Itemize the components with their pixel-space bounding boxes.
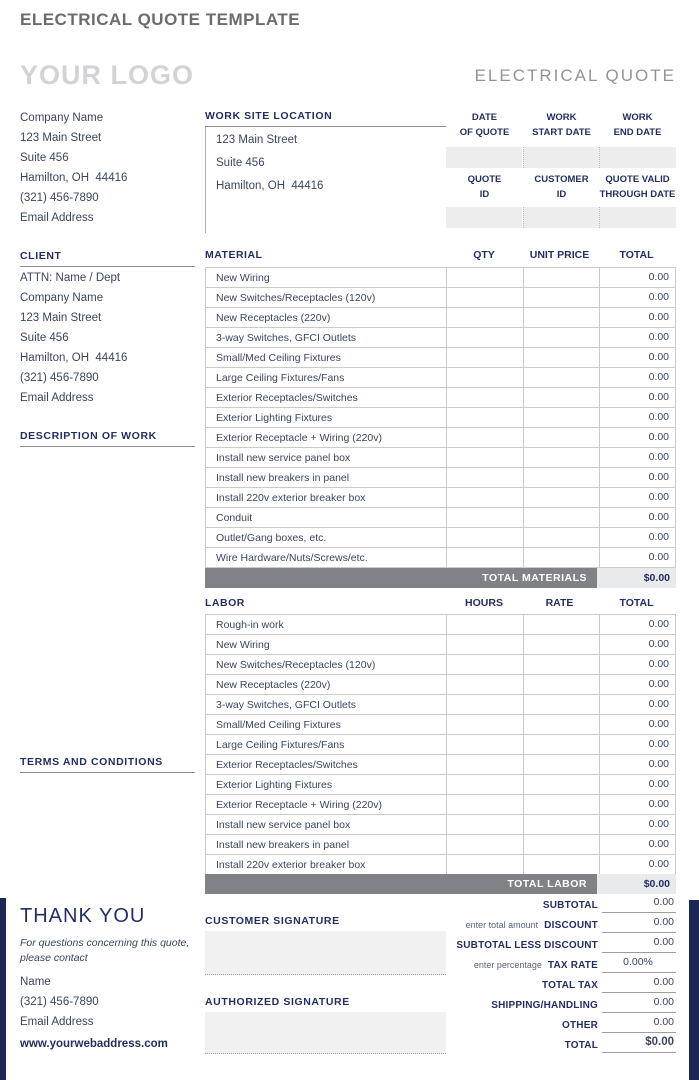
- qty-cell[interactable]: [446, 548, 523, 567]
- labor-total-cell: 0.00: [599, 635, 675, 654]
- labor-item-cell[interactable]: New Wiring: [216, 638, 270, 651]
- discount-label-group: [440, 915, 598, 933]
- material-row: [205, 508, 676, 528]
- subtotal-less-discount-value: 0.00: [602, 935, 676, 953]
- labor-total-cell: 0.00: [599, 735, 675, 754]
- other-label: OTHER: [562, 1020, 598, 1031]
- hours-cell[interactable]: [446, 675, 523, 694]
- client-line: 123 Main Street: [20, 312, 102, 324]
- labor-row: [205, 795, 676, 815]
- customer-id-label-line1: CUSTOMER: [534, 174, 589, 185]
- unit_price-cell[interactable]: [523, 308, 599, 327]
- labor-item-cell[interactable]: Large Ceiling Fixtures/Fans: [216, 738, 345, 751]
- material-row: [205, 428, 676, 448]
- total-materials-row: [205, 568, 676, 588]
- client-line: (321) 456-7890: [20, 372, 99, 384]
- right-accent-bar: [689, 900, 699, 1080]
- tax-rate-hint: enter percentage: [473, 960, 542, 970]
- other-label-group: [440, 1015, 598, 1033]
- total-tax-label: TOTAL TAX: [541, 980, 598, 991]
- material-total-cell: 0.00: [599, 348, 675, 367]
- labor-item-cell[interactable]: Install 220v exterior breaker box: [216, 858, 366, 871]
- material-total-cell: 0.00: [599, 288, 675, 307]
- labor-item-cell[interactable]: Exterior Lighting Fixtures: [216, 778, 333, 791]
- rate-column-header: RATE: [545, 597, 574, 609]
- quote-id-label: [446, 172, 523, 202]
- unit_price-cell[interactable]: [523, 368, 599, 387]
- material-row: [205, 368, 676, 388]
- labor-row: [205, 715, 676, 735]
- material-item-cell[interactable]: Large Ceiling Fixtures/Fans: [216, 371, 345, 384]
- shipping-handling-value[interactable]: 0.00: [602, 995, 676, 1013]
- date-of-quote-cell[interactable]: [446, 147, 522, 168]
- labor-total-cell: 0.00: [599, 715, 675, 734]
- rate-cell[interactable]: [523, 815, 599, 834]
- labor-total-cell: 0.00: [599, 835, 675, 854]
- labor-total-cell: 0.00: [599, 795, 675, 814]
- material-item-cell[interactable]: New Receptacles (220v): [216, 311, 331, 324]
- description-of-work-area[interactable]: [20, 450, 195, 750]
- material-row: [205, 488, 676, 508]
- material-total-cell: 0.00: [599, 488, 675, 507]
- unit_price-cell[interactable]: [523, 468, 599, 487]
- material-item-cell[interactable]: Exterior Receptacle + Wiring (220v): [216, 431, 383, 444]
- shipping-handling-label: SHIPPING/HANDLING: [491, 1000, 598, 1011]
- contact-line: (321) 456-7890: [20, 996, 99, 1008]
- date-of-quote-label-line1: DATE: [471, 112, 498, 123]
- labor-total-cell: 0.00: [599, 675, 675, 694]
- material-item-cell[interactable]: Install new breakers in panel: [216, 471, 350, 484]
- labor-item-cell[interactable]: 3-way Switches, GFCI Outlets: [216, 698, 357, 711]
- left-accent-bar: [0, 898, 6, 1080]
- labor-total-cell: 0.00: [599, 815, 675, 834]
- unit_price-cell[interactable]: [523, 428, 599, 447]
- client-line: Hamilton, OH 44416: [20, 352, 128, 364]
- company-line: Email Address: [20, 212, 94, 224]
- qty-cell[interactable]: [446, 328, 523, 347]
- hours-cell[interactable]: [446, 715, 523, 734]
- work-site-line: Hamilton, OH 44416: [216, 180, 324, 192]
- discount-label: DISCOUNT: [544, 920, 598, 931]
- unit-price-column-header: UNIT PRICE: [529, 249, 590, 261]
- subtotal-value: 0.00: [602, 895, 676, 913]
- footer-contact-block: [20, 972, 200, 1032]
- subtotal-label-group: [440, 895, 598, 913]
- work-start-date-label-line2: START DATE: [532, 127, 591, 138]
- hours-cell[interactable]: [446, 655, 523, 674]
- unit_price-cell[interactable]: [523, 388, 599, 407]
- materials-column-header: MATERIAL: [205, 249, 263, 261]
- qty-cell[interactable]: [446, 428, 523, 447]
- footer-note: [20, 936, 189, 966]
- work-site-location-header: WORK SITE LOCATION: [205, 110, 446, 127]
- summary-row-tax-rate: [440, 954, 676, 974]
- hours-cell[interactable]: [446, 815, 523, 834]
- labor-total-cell: 0.00: [599, 695, 675, 714]
- summary-row-other: [440, 1014, 676, 1034]
- material-row: [205, 448, 676, 468]
- discount-hint: enter total amount: [465, 920, 539, 930]
- total-value: $0.00: [602, 1035, 676, 1053]
- customer-id-label-line2: ID: [556, 189, 567, 200]
- labor-item-cell[interactable]: Exterior Receptacles/Switches: [216, 758, 358, 771]
- material-total-cell: 0.00: [599, 548, 675, 567]
- qty-cell[interactable]: [446, 348, 523, 367]
- quote-valid-through-date-label: [599, 172, 676, 202]
- total-materials-label: TOTAL MATERIALS: [205, 568, 597, 588]
- rate-cell[interactable]: [523, 795, 599, 814]
- unit_price-cell[interactable]: [523, 328, 599, 347]
- unit_price-cell[interactable]: [523, 268, 599, 287]
- labor-item-cell[interactable]: Install new breakers in panel: [216, 838, 350, 851]
- labor-table-header: [205, 597, 676, 613]
- rate-cell[interactable]: [523, 615, 599, 634]
- unit_price-cell[interactable]: [523, 528, 599, 547]
- material-row: [205, 388, 676, 408]
- materials-table: [205, 267, 676, 568]
- labor-item-cell[interactable]: Small/Med Ceiling Fixtures: [216, 718, 341, 731]
- logo-placeholder: YOUR LOGO: [20, 60, 195, 90]
- material-item-cell[interactable]: Conduit: [216, 511, 253, 524]
- hours-cell[interactable]: [446, 855, 523, 874]
- material-total-cell: 0.00: [599, 448, 675, 467]
- total-column-header: TOTAL: [619, 249, 654, 261]
- material-row: [205, 468, 676, 488]
- company-info-block: [20, 108, 200, 228]
- total-labor-value: $0.00: [597, 874, 676, 894]
- date-of-quote-label: [446, 110, 523, 140]
- labor-row: [205, 695, 676, 715]
- authorized-signature-box[interactable]: [205, 1012, 446, 1054]
- summary-row-total-tax: [440, 974, 676, 994]
- unit_price-cell[interactable]: [523, 508, 599, 527]
- website-link[interactable]: www.yourwebaddress.com: [20, 1038, 168, 1050]
- labor-row: [205, 675, 676, 695]
- client-line: Suite 456: [20, 332, 69, 344]
- rate-cell[interactable]: [523, 635, 599, 654]
- material-total-cell: 0.00: [599, 328, 675, 347]
- rate-cell[interactable]: [523, 655, 599, 674]
- work-site-line: Suite 456: [216, 157, 265, 169]
- qty-cell[interactable]: [446, 288, 523, 307]
- client-info-block: [20, 268, 200, 408]
- quote-id-label-line1: QUOTE: [467, 174, 502, 185]
- terms-and-conditions-area[interactable]: [20, 776, 195, 886]
- rate-cell[interactable]: [523, 675, 599, 694]
- labor-item-cell[interactable]: Install new service panel box: [216, 818, 351, 831]
- labor-row: [205, 855, 676, 875]
- summary-row-subtotal-less-discount: [440, 934, 676, 954]
- material-total-cell: 0.00: [599, 468, 675, 487]
- qty-cell[interactable]: [446, 308, 523, 327]
- rate-cell[interactable]: [523, 735, 599, 754]
- hours-cell[interactable]: [446, 695, 523, 714]
- rate-cell[interactable]: [523, 775, 599, 794]
- unit_price-cell[interactable]: [523, 408, 599, 427]
- customer-signature-box[interactable]: [205, 931, 446, 975]
- qty-cell[interactable]: [446, 508, 523, 527]
- quote-valid-through-date-label-line2: THROUGH DATE: [599, 189, 676, 200]
- work-start-date-cell[interactable]: [523, 147, 600, 168]
- client-line: ATTN: Name / Dept: [20, 272, 121, 284]
- summary-row-shipping-handling: [440, 994, 676, 1014]
- discount-value[interactable]: 0.00: [602, 915, 676, 933]
- material-row: [205, 268, 676, 288]
- summary-row-total: [440, 1034, 676, 1054]
- labor-row: [205, 755, 676, 775]
- total-label-group: [440, 1035, 598, 1053]
- total-materials-value: $0.00: [597, 568, 676, 588]
- rate-cell[interactable]: [523, 715, 599, 734]
- rate-cell[interactable]: [523, 835, 599, 854]
- hours-cell[interactable]: [446, 775, 523, 794]
- materials-table-header: [205, 249, 676, 265]
- material-total-cell: 0.00: [599, 388, 675, 407]
- shipping-handling-label-group: [440, 995, 598, 1013]
- date-of-quote-label-line2: OF QUOTE: [459, 127, 510, 138]
- material-item-cell[interactable]: Install 220v exterior breaker box: [216, 491, 366, 504]
- material-total-cell: 0.00: [599, 528, 675, 547]
- client-line: Company Name: [20, 292, 104, 304]
- labor-total-cell: 0.00: [599, 855, 675, 874]
- rate-cell[interactable]: [523, 855, 599, 874]
- authorized-signature-header: AUTHORIZED SIGNATURE: [205, 996, 446, 1013]
- labor-total-cell: 0.00: [599, 775, 675, 794]
- qty-cell[interactable]: [446, 488, 523, 507]
- tax-rate-label: TAX RATE: [547, 960, 598, 971]
- totals-summary: [440, 894, 676, 1054]
- company-line: Company Name: [20, 112, 104, 124]
- quote-id-cell[interactable]: [446, 207, 522, 228]
- labor-column-header: LABOR: [205, 597, 245, 609]
- material-total-cell: 0.00: [599, 268, 675, 287]
- work-end-date-label: [599, 110, 676, 140]
- client-header: CLIENT: [20, 250, 195, 267]
- terms-and-conditions-header: TERMS AND CONDITIONS: [20, 756, 195, 773]
- material-item-cell[interactable]: Outlet/Gang boxes, etc.: [216, 531, 327, 544]
- work-end-date-label-line2: END DATE: [613, 127, 662, 138]
- qty-cell[interactable]: [446, 528, 523, 547]
- labor-total-cell: 0.00: [599, 615, 675, 634]
- quote-id-label-line2: ID: [479, 189, 490, 200]
- company-line: 123 Main Street: [20, 132, 102, 144]
- qty-cell[interactable]: [446, 468, 523, 487]
- hours-cell[interactable]: [446, 635, 523, 654]
- hours-column-header: HOURS: [465, 597, 503, 609]
- material-total-cell: 0.00: [599, 408, 675, 427]
- footer-note-line: For questions concerning this quote,: [20, 937, 190, 949]
- summary-row-discount: [440, 914, 676, 934]
- subtotal-label: SUBTOTAL: [542, 900, 598, 911]
- labor-row: [205, 815, 676, 835]
- material-total-cell: 0.00: [599, 368, 675, 387]
- description-of-work-header: DESCRIPTION OF WORK: [20, 430, 195, 447]
- material-item-cell[interactable]: Exterior Receptacles/Switches: [216, 391, 358, 404]
- qty-cell[interactable]: [446, 448, 523, 467]
- material-item-cell[interactable]: Small/Med Ceiling Fixtures: [216, 351, 341, 364]
- labor-row: [205, 615, 676, 635]
- total-labor-row: [205, 874, 676, 894]
- labor-row: [205, 835, 676, 855]
- contact-line: Email Address: [20, 1016, 94, 1028]
- page-title: ELECTRICAL QUOTE TEMPLATE: [20, 10, 301, 29]
- client-line: Email Address: [20, 392, 94, 404]
- total-label: TOTAL: [564, 1040, 598, 1051]
- work-site-line: 123 Main Street: [216, 134, 298, 146]
- material-row: [205, 548, 676, 568]
- company-line: Hamilton, OH 44416: [20, 172, 128, 184]
- tax-rate-value[interactable]: 0.00%: [602, 955, 676, 973]
- material-item-cell[interactable]: New Wiring: [216, 271, 270, 284]
- quote-valid-through-date-label-line1: QUOTE VALID: [605, 174, 670, 185]
- work-start-date-label-line1: WORK: [546, 112, 577, 123]
- work-end-date-cell[interactable]: [599, 147, 676, 168]
- unit_price-cell[interactable]: [523, 288, 599, 307]
- material-item-cell[interactable]: Exterior Lighting Fixtures: [216, 411, 333, 424]
- material-row: [205, 348, 676, 368]
- material-total-cell: 0.00: [599, 508, 675, 527]
- subtotal-less-discount-label: SUBTOTAL LESS DISCOUNT: [456, 940, 598, 951]
- total-tax-value: 0.00: [602, 975, 676, 993]
- company-line: Suite 456: [20, 152, 69, 164]
- hours-cell[interactable]: [446, 735, 523, 754]
- labor-table: [205, 614, 676, 875]
- labor-item-cell[interactable]: New Switches/Receptacles (120v): [216, 658, 376, 671]
- labor-item-cell[interactable]: Rough-in work: [216, 618, 284, 631]
- contact-line: Name: [20, 976, 51, 988]
- total-labor-label: TOTAL LABOR: [205, 874, 597, 894]
- rate-cell[interactable]: [523, 755, 599, 774]
- work-end-date-label-line1: WORK: [622, 112, 653, 123]
- labor-item-cell[interactable]: Exterior Receptacle + Wiring (220v): [216, 798, 383, 811]
- other-value[interactable]: 0.00: [602, 1015, 676, 1033]
- material-item-cell[interactable]: Install new service panel box: [216, 451, 351, 464]
- work-start-date-label: [523, 110, 600, 140]
- customer-signature-header: CUSTOMER SIGNATURE: [205, 915, 446, 932]
- company-line: (321) 456-7890: [20, 192, 99, 204]
- hours-cell[interactable]: [446, 755, 523, 774]
- qty-cell[interactable]: [446, 368, 523, 387]
- labor-row: [205, 735, 676, 755]
- material-row: [205, 328, 676, 348]
- labor-row: [205, 655, 676, 675]
- work-site-location-box[interactable]: [205, 127, 456, 233]
- qty-cell[interactable]: [446, 388, 523, 407]
- qty-cell[interactable]: [446, 408, 523, 427]
- unit_price-cell[interactable]: [523, 348, 599, 367]
- material-row: [205, 408, 676, 428]
- qty-column-header: QTY: [473, 249, 495, 261]
- hours-cell[interactable]: [446, 795, 523, 814]
- unit_price-cell[interactable]: [523, 488, 599, 507]
- customer-id-label: [523, 172, 600, 202]
- material-row: [205, 308, 676, 328]
- thank-you-heading: THANK YOU: [20, 905, 146, 927]
- material-total-cell: 0.00: [599, 428, 675, 447]
- subtotal-less-discount-label-group: [440, 935, 598, 953]
- customer-id-cell[interactable]: [523, 207, 600, 228]
- material-item-cell[interactable]: Wire Hardware/Nuts/Screws/etc.: [216, 551, 368, 564]
- document-type-label: ELECTRICAL QUOTE: [474, 66, 676, 85]
- labor-item-cell[interactable]: New Receptacles (220v): [216, 678, 331, 691]
- summary-row-subtotal: [440, 894, 676, 914]
- total-column-header: TOTAL: [619, 597, 654, 609]
- footer-note-line: please contact: [20, 952, 88, 964]
- material-row: [205, 528, 676, 548]
- hours-cell[interactable]: [446, 615, 523, 634]
- labor-row: [205, 775, 676, 795]
- quote-valid-through-date-cell[interactable]: [599, 207, 676, 228]
- material-item-cell[interactable]: New Switches/Receptacles (120v): [216, 291, 376, 304]
- material-item-cell[interactable]: 3-way Switches, GFCI Outlets: [216, 331, 357, 344]
- material-row: [205, 288, 676, 308]
- total-tax-label-group: [440, 975, 598, 993]
- qty-cell[interactable]: [446, 268, 523, 287]
- hours-cell[interactable]: [446, 835, 523, 854]
- tax-rate-label-group: [440, 955, 598, 973]
- labor-total-cell: 0.00: [599, 755, 675, 774]
- labor-row: [205, 635, 676, 655]
- rate-cell[interactable]: [523, 695, 599, 714]
- unit_price-cell[interactable]: [523, 448, 599, 467]
- labor-total-cell: 0.00: [599, 655, 675, 674]
- unit_price-cell[interactable]: [523, 548, 599, 567]
- material-total-cell: 0.00: [599, 308, 675, 327]
